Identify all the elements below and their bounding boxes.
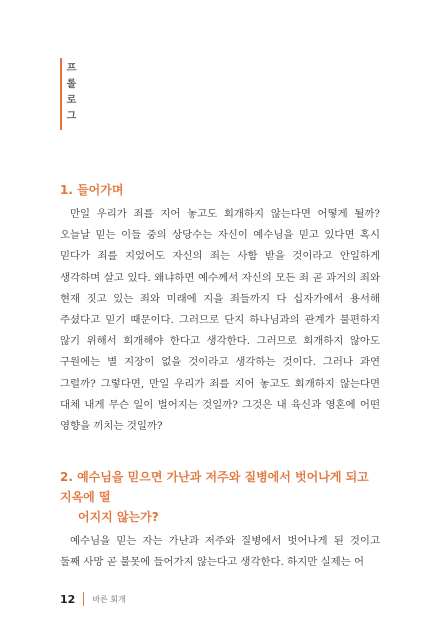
section-question bbox=[60, 467, 380, 573]
section-introduction bbox=[60, 180, 380, 437]
section-body: 예수님을 믿는 자는 가난과 저주와 질병에서 벗어나게 된 것이고 둘째 사망 곧 불못에 들어가지 않는다고 생각한다. 하지만 실제는 어 bbox=[60, 535, 380, 569]
section-heading-line: 2. 예수님을 믿으면 가난과 저주와 질병에서 벗어나게 되고 지옥에 떨 bbox=[60, 470, 369, 504]
page-footer bbox=[60, 592, 126, 606]
footer-divider bbox=[83, 592, 84, 606]
section-heading bbox=[60, 467, 380, 527]
section-body: 만일 우리가 죄를 지어 놓고도 회개하지 않는다면 어떻게 될까? 오늘날 믿는 이들 중의 상당수는 자신이 예수님을 믿고 있다면 혹시 믿다가 죄를 지었어도 자신의 죄는 사함 받을 것이라고 안일하게 생각하며 살고 있다. 왜냐하면 예수께서 자신의 모든 죄 곧 과거의 죄와 현재 짓고 있는 죄와 미래에 지을 죄들까지 다 십자가에서 용서해 주셨다고 믿기 때문이다. 그러므로 단지 하나님과의 관계가 불편하지 않기 위해서 회개해야 한다고 생각한다. 그러므로 회개하지 않아도 구원에는 별 지장이 없을 것이라고 생각하는 것이다. 그러나 과연 그럴까? 그렇다면, 만일 우리가 죄를 지어 놓고도 회개하지 않는다면 대체 내게 무슨 일이 벌어지는 것일까? 그것은 내 육신과 영혼에 어떤 영향을 끼치는 것일까? bbox=[60, 208, 380, 433]
chapter-label: 프롤로그 bbox=[64, 62, 75, 126]
section-heading: 1. 들어가며 bbox=[60, 183, 124, 197]
book-title: 바른 회개 bbox=[92, 594, 126, 604]
section-heading-line: 어지지 않는가? bbox=[78, 510, 159, 524]
page-number: 12 bbox=[60, 592, 76, 606]
